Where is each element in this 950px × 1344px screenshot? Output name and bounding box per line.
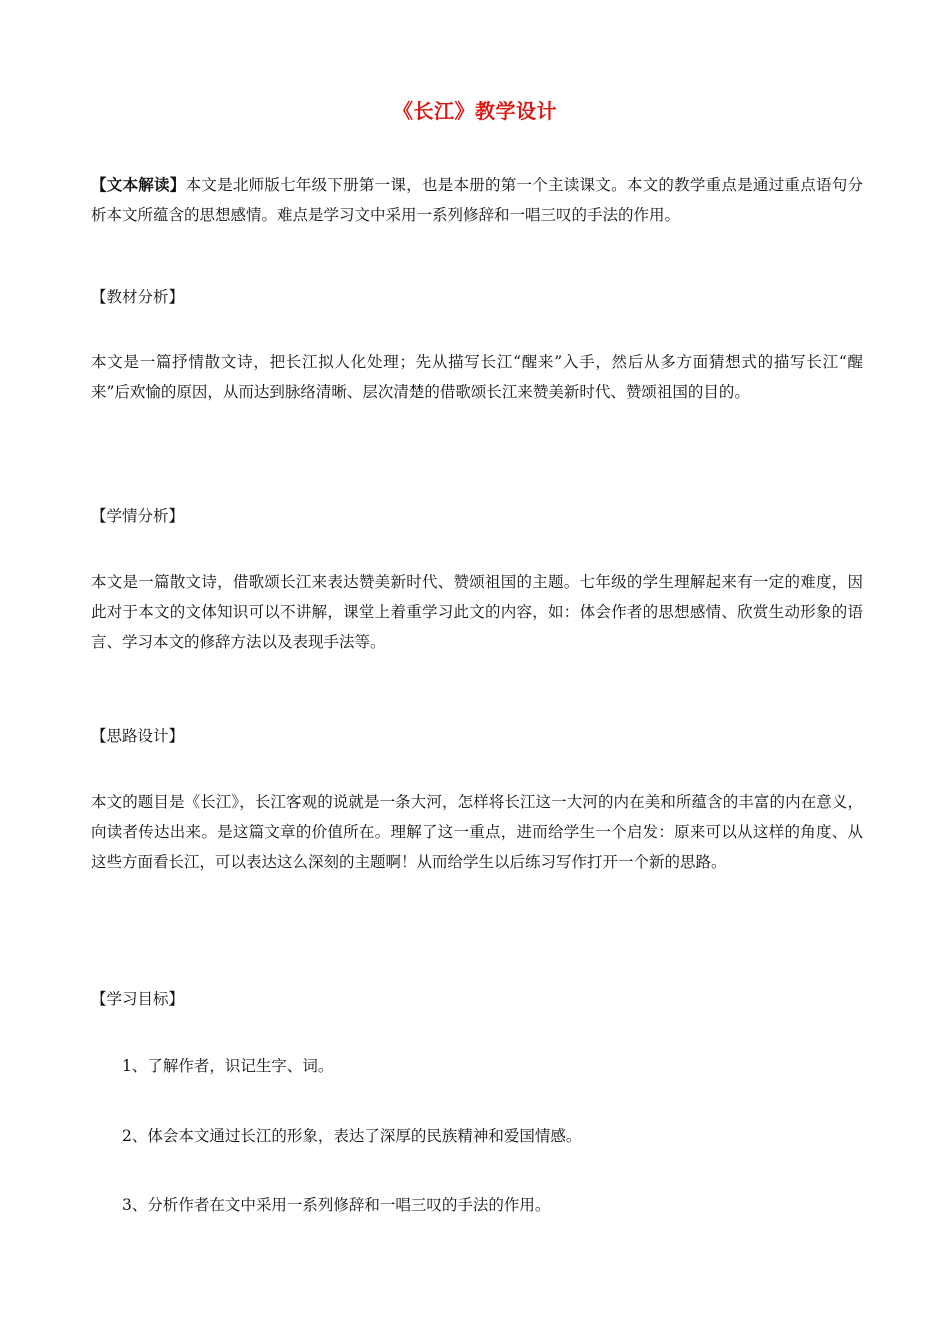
goal-item: 1、了解作者，识记生字、词。 xyxy=(122,1057,334,1075)
section-heading-learning-goals: 【学习目标】 xyxy=(91,990,185,1008)
section-text-student-analysis: 本文是一篇散文诗，借歌颂长江来表达赞美新时代、赞颂祖国的主题。七年级的学生理解起来有一定的难度，因此对于本文的文体知识可以不讲解，课堂上着重学习此文的内容，如：体会作者的思想感情、欣赏生动形象的语言、学习本文的修辞方法以及表现手法等。 xyxy=(91,573,863,651)
section-heading-textbook-analysis: 【教材分析】 xyxy=(91,288,185,306)
document-title: 《长江》教学设计 xyxy=(393,99,557,123)
section-heading-design-idea: 【思路设计】 xyxy=(91,727,185,745)
intro-lead: 【文本解读】 xyxy=(91,175,186,194)
goal-item: 2、体会本文通过长江的形象，表达了深厚的民族精神和爱国情感。 xyxy=(122,1127,582,1145)
section-text-textbook-analysis: 本文是一篇抒情散文诗，把长江拟人化处理；先从描写长江“醒来”入手，然后从多方面猜想式的描写长江“醒来”后欢愉的原因，从而达到脉络清晰、层次清楚的借歌颂长江来赞美新时代、赞颂祖国的目的。 xyxy=(91,353,863,401)
intro-text: 本文是北师版七年级下册第一课，也是本册的第一个主读课文。本文的教学重点是通过重点语句分析本文所蕴含的思想感情。难点是学习文中采用一系列修辞和一唱三叹的手法的作用。 xyxy=(91,176,863,224)
section-text-design-idea: 本文的题目是《长江》，长江客观的说就是一条大河，怎样将长江这一大河的内在美和所蕴含的丰富的内在意义，向读者传达出来。是这篇文章的价值所在。理解了这一重点，进而给学生一个启发：原来可以从这样的角度、从这些方面看长江，可以表达这么深刻的主题啊！从而给学生以后练习写作打开一个新的思路。 xyxy=(91,793,863,871)
section-heading-student-analysis: 【学情分析】 xyxy=(91,507,185,525)
intro-paragraph xyxy=(91,170,863,230)
goal-item: 3、分析作者在文中采用一系列修辞和一唱三叹的手法的作用。 xyxy=(122,1196,551,1214)
